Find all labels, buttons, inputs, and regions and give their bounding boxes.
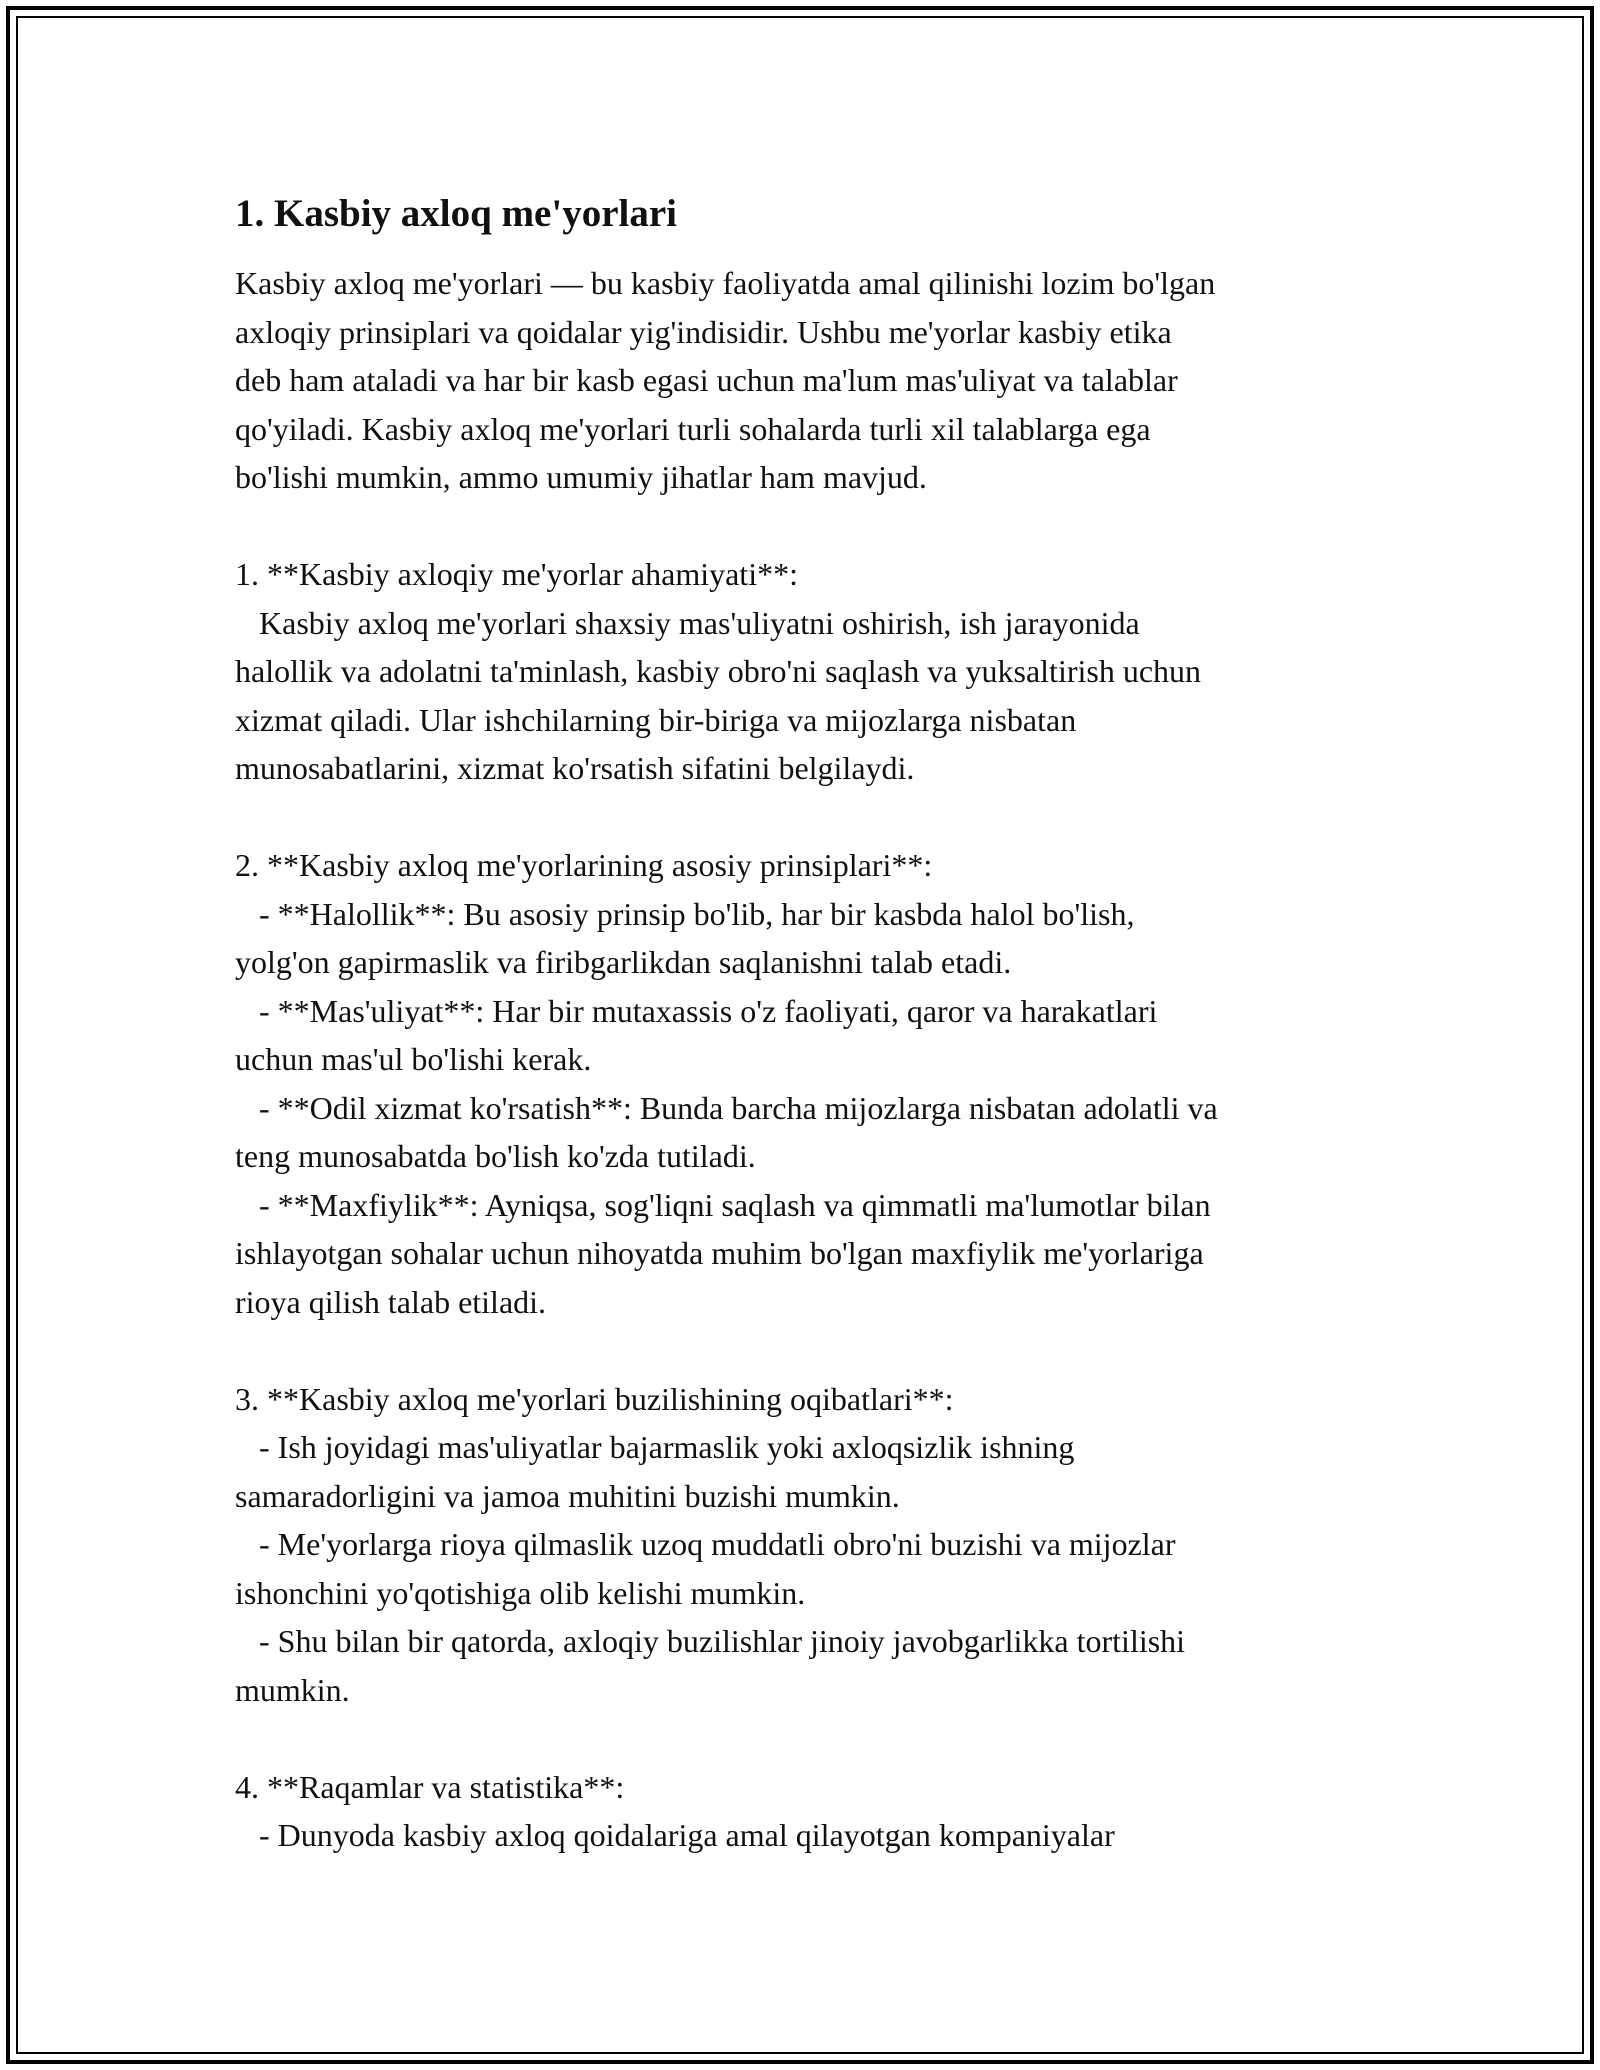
document-line [235,793,1385,842]
document-line: rioya qilish talab etiladi. [235,1283,547,1320]
document-line: qo'yiladi. Kasbiy axloq me'yorlari turli sohalarda turli xil talablarga ega [235,410,1151,447]
document-line: - Dunyoda kasbiy axloq qoidalariga amal qilayotgan kompaniyalar [235,1817,1115,1853]
document-line [235,1326,1385,1375]
document-line: - Shu bilan bir qatorda, axloqiy buzilishlar jinoiy javobgarlikka tortilishi [235,1623,1186,1659]
document-line: yolg'on gapirmaslik va firibgarlikdan saqlanishni talab etadi. [235,944,1012,980]
document-line: 2. **Kasbiy axloq me'yorlarining asosiy prinsiplari**: [235,847,933,883]
document-content [235,186,1385,1860]
document-line: axloqiy prinsiplari va qoidalar yig'indisidir. Ushbu me'yorlar kasbiy etika [235,313,1172,350]
document-line: halollik va adolatni ta'minlash, kasbiy obro'ni saqlash va yuksaltirish uchun [235,653,1202,689]
document-line: uchun mas'ul bo'lishi kerak. [235,1041,592,1077]
document-line: deb ham ataladi va har bir kasb egasi uchun ma'lum mas'uliyat va talablar [235,362,1178,398]
document-body [235,259,1385,1860]
document-line: - **Odil xizmat ko'rsatish**: Bunda barcha mijozlarga nisbatan adolatli va [235,1089,1218,1126]
document-line: bo'lishi mumkin, ammo umumiy jihatlar ham mavjud. [235,459,927,495]
document-line: teng munosabatda bo'lish ko'zda tutiladi. [235,1138,756,1174]
document-line: mumkin. [235,1671,350,1708]
document-line: - **Maxfiylik**: Ayniqsa, sog'liqni saqlash va qimmatli ma'lumotlar bilan [235,1186,1211,1223]
document-line: xizmat qiladi. Ular ishchilarning bir-biriga va mijozlarga nisbatan [235,701,1077,738]
document-line [235,502,1385,551]
document-line: 3. **Kasbiy axloq me'yorlari buzilishining oqibatlari**: [235,1380,954,1417]
document-line: ishonchini yo'qotishiga olib kelishi mumkin. [235,1574,806,1611]
document-line: - **Halollik**: Bu asosiy prinsip bo'lib, har bir kasbda halol bo'lish, [235,895,1135,932]
document-title: 1. Kasbiy axloq me'yorlari [235,192,677,235]
document-line: - Ish joyidagi mas'uliyatlar bajarmaslik yoki axloqsizlik ishning [235,1429,1075,1465]
document-line [235,1714,1385,1763]
document-line: 4. **Raqamlar va statistika**: [235,1768,625,1805]
document-line: - Me'yorlarga rioya qilmaslik uzoq muddatli obro'ni buzishi va mijozlar [235,1526,1176,1562]
document-line: Kasbiy axloq me'yorlari — bu kasbiy faoliyatda amal qilinishi lozim bo'lgan [235,265,1216,301]
document-line: Kasbiy axloq me'yorlari shaxsiy mas'uliyatni oshirish, ish jarayonida [235,604,1140,641]
document-line: - **Mas'uliyat**: Har bir mutaxassis o'z faoliyati, qaror va harakatlari [235,992,1158,1029]
document-line: ishlayotgan sohalar uchun nihoyatda muhim bo'lgan maxfiylik me'yorlariga [235,1235,1204,1271]
document-line: munosabatlarini, xizmat ko'rsatish sifatini belgilaydi. [235,750,915,786]
document-line: 1. **Kasbiy axloqiy me'yorlar ahamiyati**: [235,556,798,592]
document-line: samaradorligini va jamoa muhitini buzishi mumkin. [235,1477,900,1514]
